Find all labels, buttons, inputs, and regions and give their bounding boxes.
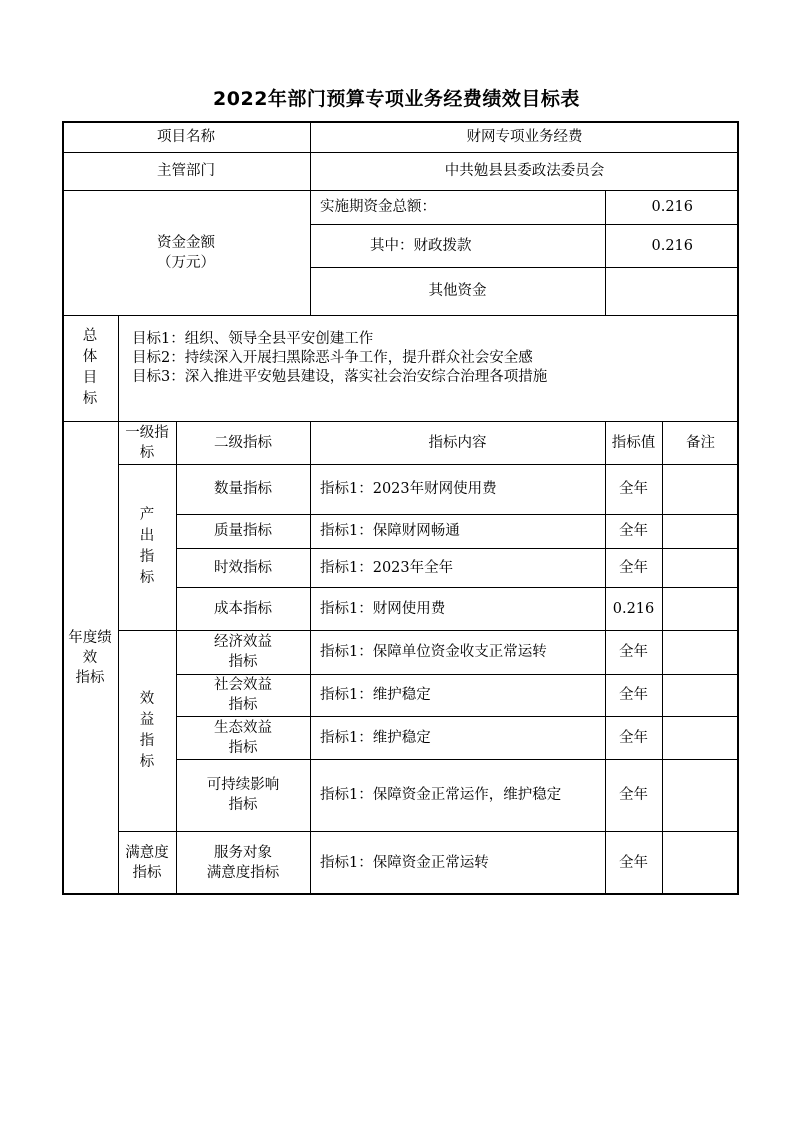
- overall-goal-item: 目标1：组织、领导全县平安创建工作: [132, 331, 374, 347]
- row-divider: [62, 315, 739, 316]
- performance-table: [62, 121, 739, 895]
- content-cell: 指标1：维护稳定: [320, 687, 431, 703]
- content-cell: 指标1：保障单位资金收支正常运转: [320, 644, 547, 660]
- level2-cell: 时效指标: [214, 559, 272, 576]
- value-cell: 全年: [619, 687, 648, 703]
- group-satisfaction-label: 满意度 指标: [125, 844, 169, 881]
- level2-cell: 经济效益 指标: [214, 634, 272, 670]
- col-divider: [118, 315, 119, 421]
- header-content: 指标内容: [428, 434, 487, 451]
- level2-cell: 成本指标: [214, 600, 272, 617]
- col-divider: [662, 421, 663, 894]
- group-benefit-label-text: 效 益 指 标: [139, 690, 155, 770]
- content-cell: 指标1：维护稳定: [320, 729, 431, 746]
- value-cell: 全年: [619, 854, 648, 871]
- page-title: 2022年部门预算专项业务经费绩效目标表: [213, 88, 580, 110]
- group-benefit-label: [118, 630, 176, 831]
- annual-indicator-label: 年度绩 效 指标: [68, 629, 112, 686]
- project-name-label: 项目名称: [157, 128, 215, 145]
- value-cell: 全年: [619, 559, 648, 576]
- level2-cell: 生态效益 指标: [214, 719, 272, 756]
- header-level1: 一级指 标: [125, 424, 169, 461]
- funds-amount-label: 资金金额 （万元）: [157, 234, 215, 271]
- level2-cell: 质量指标: [214, 523, 272, 539]
- overall-goal-list: [132, 330, 547, 387]
- header-note: 备注: [686, 434, 715, 451]
- content-cell: 指标1：2023年全年: [320, 559, 454, 576]
- content-cell: 指标1：2023年财网使用费: [320, 481, 497, 497]
- value-cell: 全年: [619, 729, 648, 746]
- total-funds-label: 实施期资金总额：: [320, 199, 436, 215]
- content-cell: 指标1：财网使用费: [320, 600, 446, 617]
- content-cell: 指标1：保障资金正常运作，维护稳定: [320, 787, 562, 803]
- value-cell: 全年: [619, 481, 648, 497]
- other-funds-value: [605, 267, 739, 315]
- header-value: 指标值: [611, 434, 656, 451]
- overall-goal-item: 目标3：深入推进平安勉县建设，落实社会治安综合治理各项措施: [132, 369, 548, 385]
- level2-cell: 服务对象 满意度指标: [206, 844, 280, 881]
- department-label: 主管部门: [157, 163, 215, 179]
- overall-goal-label-text: 总 体 目 标: [82, 328, 98, 407]
- fiscal-funds-label: 其中：财政拨款: [370, 237, 472, 254]
- project-name-value: 财网专项业务经费: [466, 128, 583, 145]
- value-cell: 全年: [619, 787, 648, 803]
- group-output-label-text: 产 出 指 标: [139, 507, 155, 586]
- value-cell: 0.216: [612, 600, 655, 617]
- department-value: 中共勉县县委政法委员会: [444, 163, 605, 179]
- content-cell: 指标1：保障财网畅通: [320, 523, 460, 539]
- other-funds-label: 其他资金: [428, 283, 487, 299]
- level2-cell: 社会效益 指标: [214, 677, 272, 713]
- level2-cell: 数量指标: [214, 481, 272, 497]
- overall-goal-item: 目标2：持续深入开展扫黑除恶斗争工作，提升群众社会安全感: [132, 350, 533, 366]
- total-funds-value: 0.216: [651, 199, 693, 215]
- value-cell: 全年: [619, 644, 648, 660]
- value-cell: 全年: [619, 523, 648, 539]
- overall-goal-label: [62, 315, 118, 421]
- level2-cell: 可持续影响 指标: [206, 777, 280, 813]
- header-level2: 二级指标: [214, 434, 272, 451]
- fiscal-funds-value: 0.216: [651, 237, 693, 254]
- content-cell: 指标1：保障资金正常运转: [320, 854, 489, 871]
- group-output-label: [118, 464, 176, 630]
